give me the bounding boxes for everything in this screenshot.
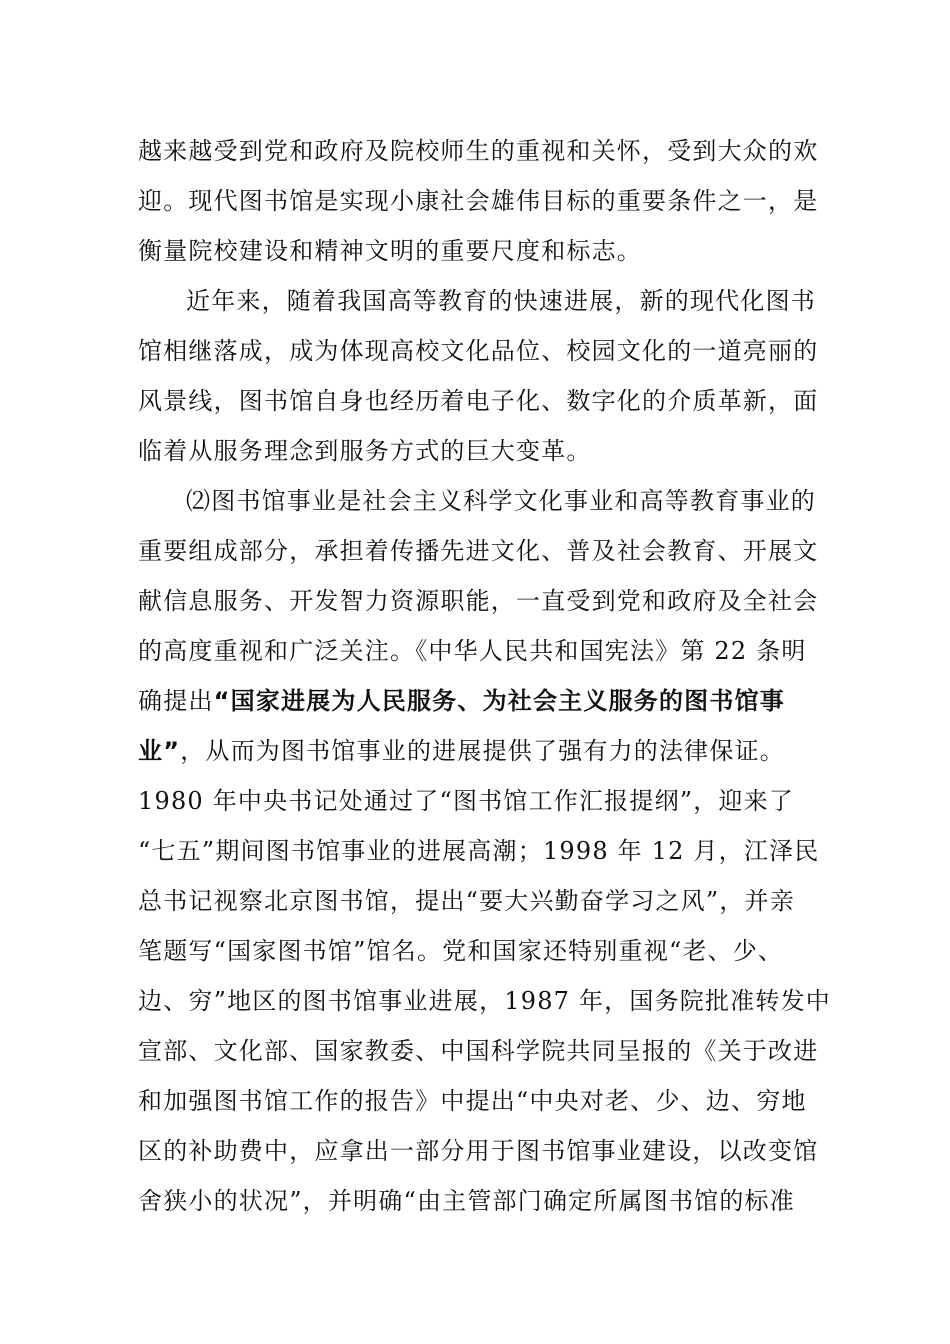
paragraph-start-line: 近年来，随着我国高等教育的快速进展，新的现代化图书 [186,287,816,315]
text-line: 的高度重视和广泛关注。《中华人民共和国宪法》第 22 条明 [138,637,807,665]
text-line: 风景线，图书馆自身也经历着电子化、数字化的介质革新，面 [138,387,819,415]
text-line: 1980 年中央书记处通过了“图书馆工作汇报提纲”，迎来了 [138,787,795,815]
text-line: 献信息服务、开发智力资源职能，一直受到党和政府及全社会 [138,587,819,615]
text-line: 重要组成部分，承担着传播先进文化、普及社会教育、开展文 [138,537,819,565]
line-text: ，从而为图书馆事业的进展提供了强有力的法律保证。 [180,737,785,765]
line-text: 确提出 [138,687,214,715]
text-line: 宣部、文化部、国家教委、中国科学院共同呈报的《关于改进 [138,1037,819,1065]
quoted-bold-text: “国家进展为人民服务、为社会主义服务的图书馆事 [213,687,785,715]
quoted-bold-text: 业” [138,737,181,765]
text-line: 舍狭小的状况”，并明确“由主管部门确定所属图书馆的标准 [138,1187,795,1215]
text-line: 区的补助费中，应拿出一部分用于图书馆事业建设，以改变馆 [138,1137,819,1165]
text-line [138,726,838,776]
text-line: “七五”期间图书馆事业的进展高潮；1998 年 12 月，江泽民 [138,837,820,865]
text-line: 笔题写“国家图书馆”馆名。党和国家还特别重视“老、少、 [138,937,784,965]
text-line: 越来越受到党和政府及院校师生的重视和关怀，受到大众的欢 [138,137,819,165]
paragraph-start-line: ⑵图书馆事业是社会主义科学文化事业和高等教育事业的 [186,487,816,515]
text-line [138,676,838,726]
text-line: 迎。现代图书馆是实现小康社会雄伟目标的重要条件之一，是 [138,187,819,215]
text-line: 临着从服务理念到服务方式的巨大变革。 [138,437,592,465]
text-line: 总书记视察北京图书馆，提出“要大兴勤奋学习之风”，并亲 [138,887,795,915]
text-line: 馆相继落成，成为体现高校文化品位、校园文化的一道亮丽的 [138,337,819,365]
text-line: 和加强图书馆工作的报告》中提出“中央对老、少、边、穷地 [138,1087,807,1115]
text-line: 边、穷”地区的图书馆事业进展，1987 年，国务院批准转发中 [138,987,831,1015]
text-line: 衡量院校建设和精神文明的重要尺度和标志。 [138,237,642,265]
body-text [138,126,838,1226]
